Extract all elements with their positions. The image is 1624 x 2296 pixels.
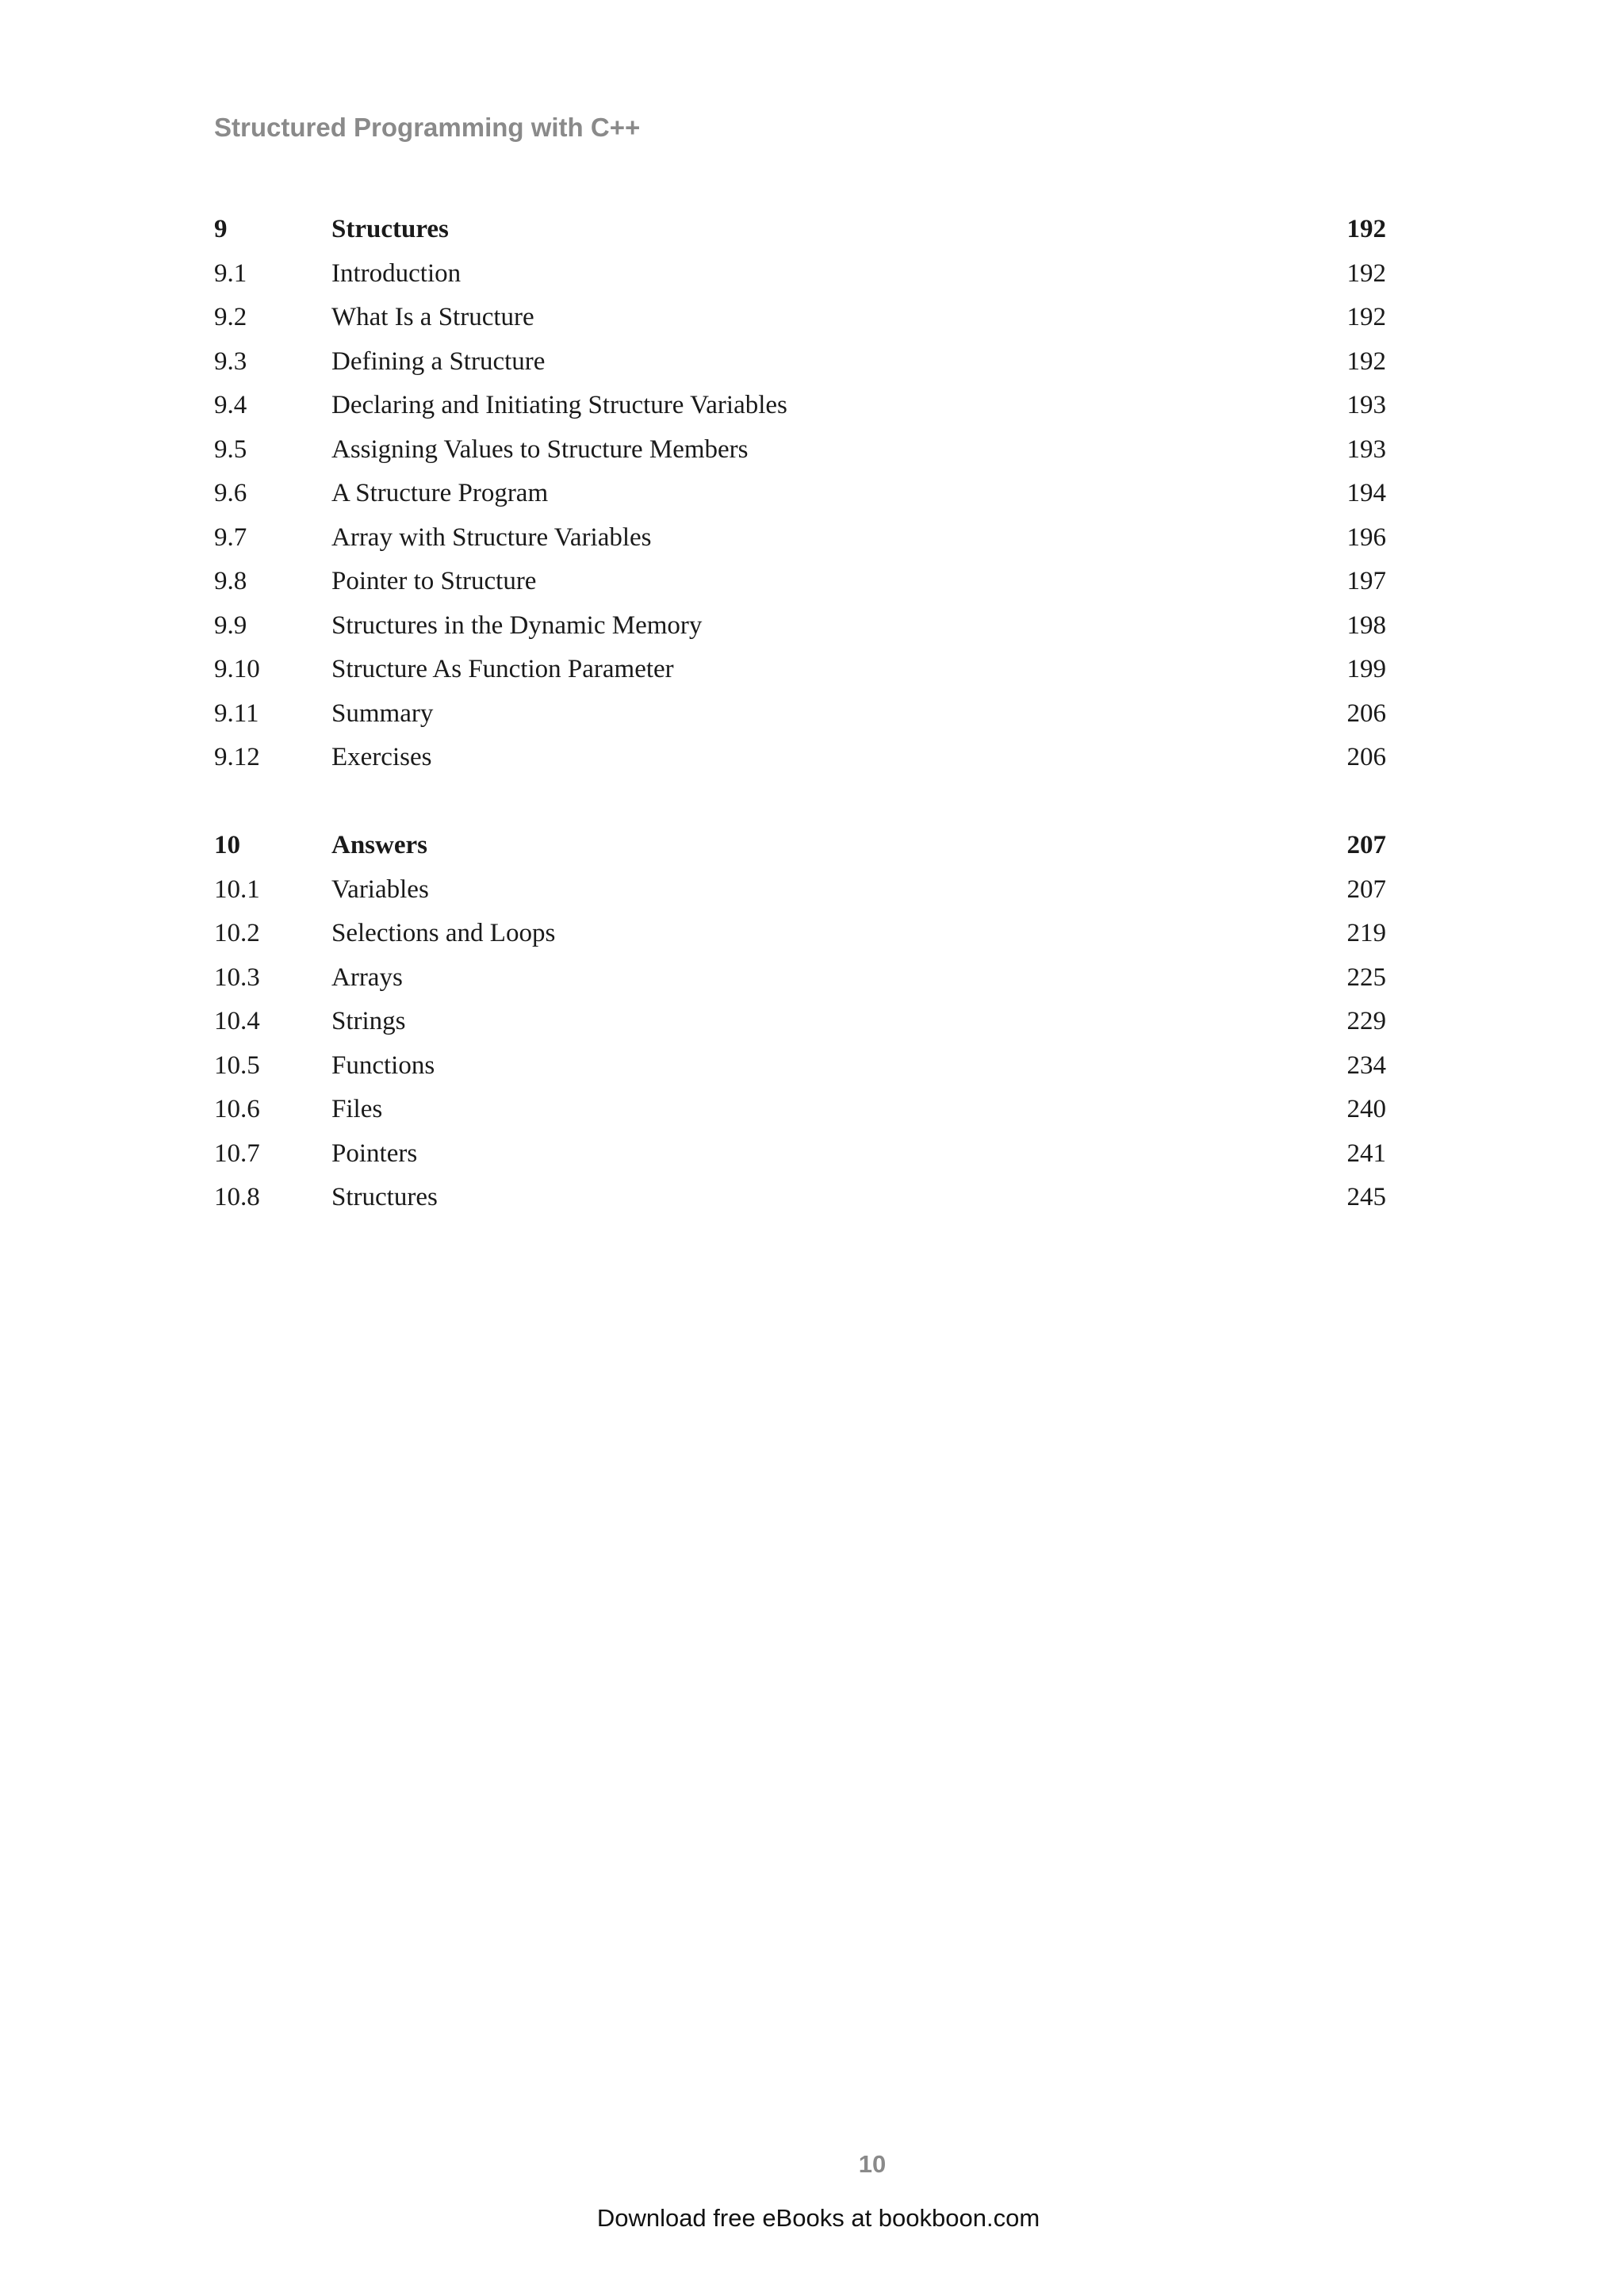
toc-page: 194 [1346,479,1386,507]
toc-page: 192 [1346,346,1386,376]
toc-entry[interactable] [214,296,1386,340]
toc-page: 198 [1346,610,1386,640]
toc-title: What Is a Structure [331,303,534,331]
toc-entry[interactable] [214,912,1386,956]
toc-chapter-10 [214,824,1386,1220]
toc-title: Structures [331,1183,438,1211]
toc-entry[interactable] [214,868,1386,913]
toc-entry[interactable] [214,428,1386,473]
toc-entry[interactable] [214,252,1386,297]
toc-page: 192 [1346,303,1386,331]
toc-number: 10 [214,831,240,859]
toc-title: Arrays [331,962,403,992]
toc-title: Files [331,1095,383,1123]
toc-title: Exercises [331,743,432,771]
toc-entry[interactable] [214,516,1386,561]
toc-entry[interactable] [214,1132,1386,1177]
toc-entry[interactable] [214,560,1386,604]
toc-chapter-heading[interactable] [214,208,1386,252]
toc-title: Summary [331,698,434,728]
toc-entry[interactable] [214,1000,1386,1044]
toc-title: Defining a Structure [331,346,546,376]
toc-number: 9.11 [214,698,259,728]
download-link[interactable]: Download free eBooks at bookboon.com [596,2204,1040,2232]
toc-page: 245 [1346,1183,1386,1211]
toc-page: 199 [1346,655,1386,683]
toc-number: 9.2 [214,303,247,331]
toc-number: 9 [214,215,228,243]
toc-entry[interactable] [214,956,1386,1001]
toc-title: Answers [331,831,427,859]
toc-title: Structure As Function Parameter [331,655,674,683]
toc-number: 9.1 [214,258,247,288]
toc-page: 229 [1346,1007,1386,1035]
toc-number: 9.3 [214,346,247,376]
toc-entry[interactable] [214,692,1386,737]
toc-title: A Structure Program [331,479,549,507]
toc-number: 10.6 [214,1095,260,1123]
toc-title: Functions [331,1050,435,1080]
toc-number: 9.12 [214,743,260,771]
toc-number: 10.2 [214,919,260,947]
toc-page: 219 [1346,919,1386,947]
toc-title: Array with Structure Variables [331,522,652,552]
toc-entry[interactable] [214,472,1386,516]
toc-page: 234 [1346,1050,1386,1080]
toc-page: 241 [1346,1138,1386,1168]
toc-page: 196 [1346,522,1386,552]
toc-title: Selections and Loops [331,919,556,947]
toc-number: 9.7 [214,522,247,552]
toc-number: 10.7 [214,1138,260,1168]
toc-number: 9.8 [214,567,247,595]
toc-page: 197 [1346,567,1386,595]
toc-number: 9.6 [214,479,247,507]
toc-title: Assigning Values to Structure Members [331,434,749,464]
toc-page: 207 [1346,831,1386,859]
toc-page: 240 [1346,1095,1386,1123]
table-of-contents [214,208,1386,1220]
toc-entry[interactable] [214,1044,1386,1089]
toc-title: Introduction [331,258,462,288]
running-header: Structured Programming with C++ [214,113,641,142]
toc-number: 9.10 [214,655,260,683]
toc-title: Structures in the Dynamic Memory [331,610,703,640]
toc-entry[interactable] [214,648,1386,692]
toc-number: 9.5 [214,434,247,464]
toc-number: 9.9 [214,610,247,640]
toc-title: Pointer to Structure [331,567,537,595]
toc-entry[interactable] [214,384,1386,428]
toc-entry[interactable] [214,340,1386,385]
toc-page: 193 [1346,434,1386,464]
toc-number: 9.4 [214,391,247,419]
toc-page: 225 [1346,962,1386,992]
toc-number: 10.4 [214,1007,260,1035]
toc-page: 206 [1346,698,1386,728]
toc-number: 10.8 [214,1183,260,1211]
toc-number: 10.1 [214,874,260,904]
toc-entry[interactable] [214,604,1386,649]
toc-entry[interactable] [214,1176,1386,1220]
toc-title: Structures [331,215,449,243]
toc-page: 192 [1346,215,1386,243]
toc-number: 10.5 [214,1050,260,1080]
toc-page: 193 [1346,391,1386,419]
toc-title: Declaring and Initiating Structure Variables [331,391,787,419]
toc-entry[interactable] [214,736,1386,780]
toc-page: 207 [1346,874,1386,904]
toc-title: Pointers [331,1138,418,1168]
toc-entry[interactable] [214,1088,1386,1132]
toc-title: Strings [331,1007,406,1035]
toc-page: 192 [1346,258,1386,288]
toc-page: 206 [1346,743,1386,771]
toc-chapter-heading[interactable] [214,824,1386,868]
page-number: 10 [858,2150,887,2178]
toc-number: 10.3 [214,962,260,992]
toc-title: Variables [331,874,429,904]
toc-chapter-9 [214,208,1386,780]
